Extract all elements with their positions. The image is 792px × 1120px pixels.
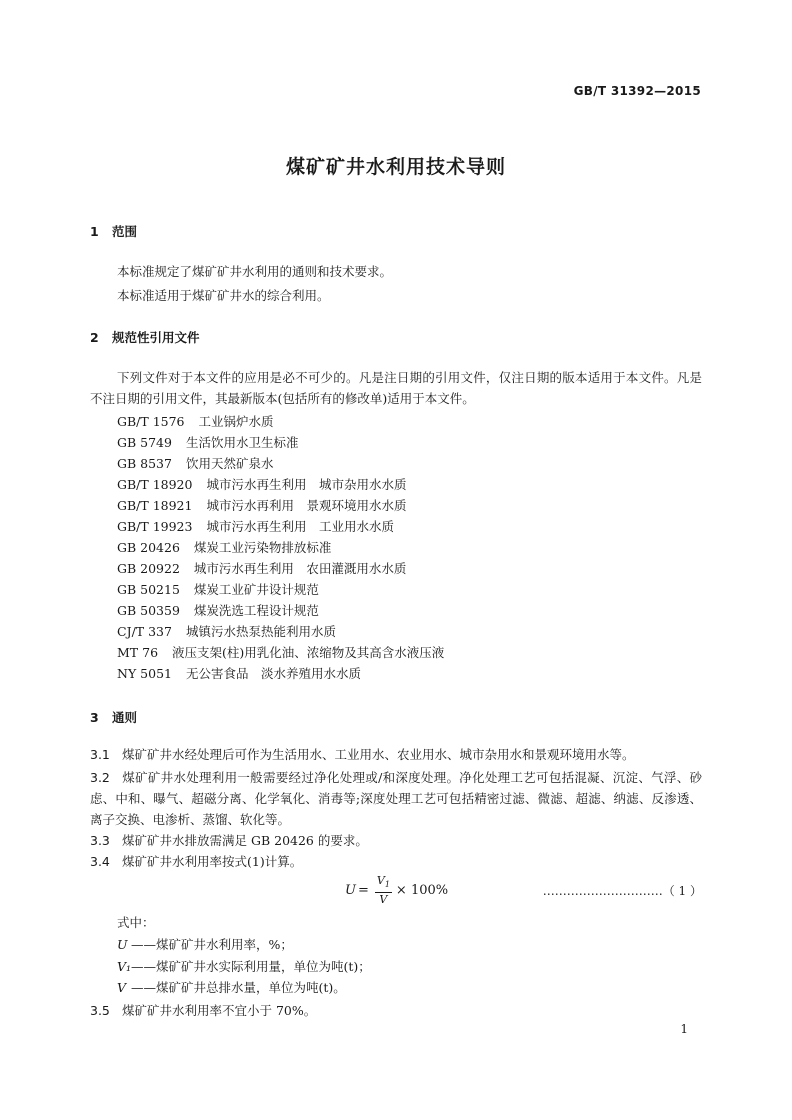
where-symbol: U [117, 937, 128, 952]
where-symbol: V₁ [117, 959, 132, 974]
reference-item [117, 433, 298, 451]
reference-code: GB/T 1576 [117, 414, 185, 429]
reference-title: 城市污水再利用 景观环境用水水质 [206, 498, 407, 513]
formula-1 [345, 874, 448, 907]
reference-title: 煤炭工业污染物排放标准 [193, 540, 332, 555]
clause-text: 煤矿矿井水排放需满足 GB 20426 的要求。 [122, 833, 368, 848]
reference-code: GB 50215 [117, 582, 180, 597]
section-number: 1 [90, 224, 99, 239]
reference-code: GB 20426 [117, 540, 180, 555]
formula-denominator: V [379, 893, 388, 907]
clause-3-4 [90, 852, 302, 870]
formula-equals: = [357, 883, 369, 899]
reference-title: 饮用天然矿泉水 [185, 456, 274, 471]
where-description: ——煤矿矿井水利用率，%； [131, 937, 293, 952]
reference-code: GB 5749 [117, 435, 172, 450]
clause-3-3 [90, 831, 368, 849]
reference-item [117, 496, 406, 514]
where-item [117, 935, 293, 953]
where-item [117, 957, 371, 975]
reference-code: GB/T 18921 [117, 498, 193, 513]
reference-title: 城市污水再生利用 农田灌溉用水水质 [193, 561, 407, 576]
reference-item [117, 664, 361, 682]
section-number: 2 [90, 330, 99, 345]
reference-code: GB/T 18920 [117, 477, 193, 492]
section-2-heading [90, 328, 200, 346]
where-item [117, 978, 346, 996]
formula-fraction [375, 874, 392, 907]
reference-code: GB 50359 [117, 603, 180, 618]
reference-title: 城镇污水热泵热能利用水质 [185, 624, 336, 639]
reference-item [117, 601, 319, 619]
clause-text: 煤矿矿井水利用率不宜小于 70%。 [122, 1003, 317, 1018]
formula-rhs: × 100% [395, 883, 449, 899]
reference-item [117, 559, 406, 577]
clause-number: 3.4 [90, 854, 110, 869]
reference-code: GB 8537 [117, 456, 172, 471]
reference-title: 城市污水再生利用 城市杂用水水质 [206, 477, 407, 492]
section-number: 3 [90, 710, 99, 725]
section-3-heading [90, 708, 137, 726]
reference-title: 城市污水再生利用 工业用水水质 [206, 519, 394, 534]
reference-item [117, 643, 444, 661]
reference-code: MT 76 [117, 645, 159, 660]
section-1-heading [90, 222, 137, 240]
reference-item [117, 538, 331, 556]
section-title: 范围 [112, 224, 138, 239]
clause-text: 煤矿矿井水利用率按式(1)计算。 [122, 854, 303, 869]
formula-numerator: $V_1$ [375, 874, 392, 893]
clause-number: 3.2 [90, 770, 110, 785]
section-title: 规范性引用文件 [112, 330, 200, 345]
scope-paragraph-2: 本标准适用于煤矿矿井水的综合利用。 [117, 288, 330, 303]
formula-lhs: U [345, 883, 356, 899]
reference-item [117, 475, 406, 493]
references-intro: 下列文件对于本文件的应用是必不可少的。凡是注日期的引用文件，仅注日期的版本适用于本文件。凡是不注日期的引用文件，其最新版本(包括所有的修改单)适用于本文件。 [90, 370, 702, 406]
where-description: ——煤矿矿井总排水量，单位为吨(t)。 [131, 980, 346, 995]
where-description: ——煤矿矿井水实际利用量，单位为吨(t)； [131, 959, 371, 974]
reference-code: CJ/T 337 [117, 624, 172, 639]
clause-3-2 [90, 767, 702, 830]
reference-code: GB 20922 [117, 561, 180, 576]
reference-title: 煤炭工业矿井设计规范 [193, 582, 319, 597]
clause-3-1 [90, 745, 635, 763]
clause-text: 煤矿矿井水处理利用一般需要经过净化处理或/和深度处理。净化处理工艺可包括混凝、沉淀、气浮、砂虑、中和、曝气、超磁分离、化学氧化、消毒等;深度处理工艺可包括精密过滤、微滤、超滤、纳滤、反渗透、离子交换、电渗析、蒸馏、软化等。 [90, 770, 702, 827]
clause-number: 3.1 [90, 747, 110, 762]
clause-text: 煤矿矿井水经处理后可作为生活用水、工业用水、农业用水、城市杂用水和景观环境用水等。 [122, 747, 635, 762]
reference-item [117, 412, 274, 430]
reference-title: 工业锅炉水质 [198, 414, 274, 429]
reference-code: GB/T 19923 [117, 519, 193, 534]
clause-number: 3.5 [90, 1003, 110, 1018]
reference-title: 生活饮用水卫生标准 [185, 435, 299, 450]
document-title: 煤矿矿井水利用技术导则 [285, 156, 506, 178]
reference-item [117, 622, 336, 640]
equation-number: …………………………（ 1 ） [542, 884, 702, 898]
reference-title: 煤炭洗选工程设计规范 [193, 603, 319, 618]
scope-paragraph-1: 本标准规定了煤矿矿井水利用的通则和技术要求。 [117, 264, 393, 279]
reference-item [117, 517, 394, 535]
reference-item [117, 454, 273, 472]
page-number: 1 [680, 1022, 688, 1036]
reference-title: 无公害食品 淡水养殖用水水质 [185, 666, 361, 681]
clause-3-5 [90, 1001, 316, 1019]
where-label: 式中： [117, 915, 155, 930]
section-title: 通则 [112, 710, 138, 725]
reference-item [117, 580, 319, 598]
clause-number: 3.3 [90, 833, 110, 848]
reference-code: NY 5051 [117, 666, 172, 681]
standard-code: GB/T 31392—2015 [573, 84, 701, 98]
reference-title: 液压支架(柱)用乳化油、浓缩物及其高含水液压液 [172, 645, 445, 660]
where-symbol: V [117, 980, 127, 995]
